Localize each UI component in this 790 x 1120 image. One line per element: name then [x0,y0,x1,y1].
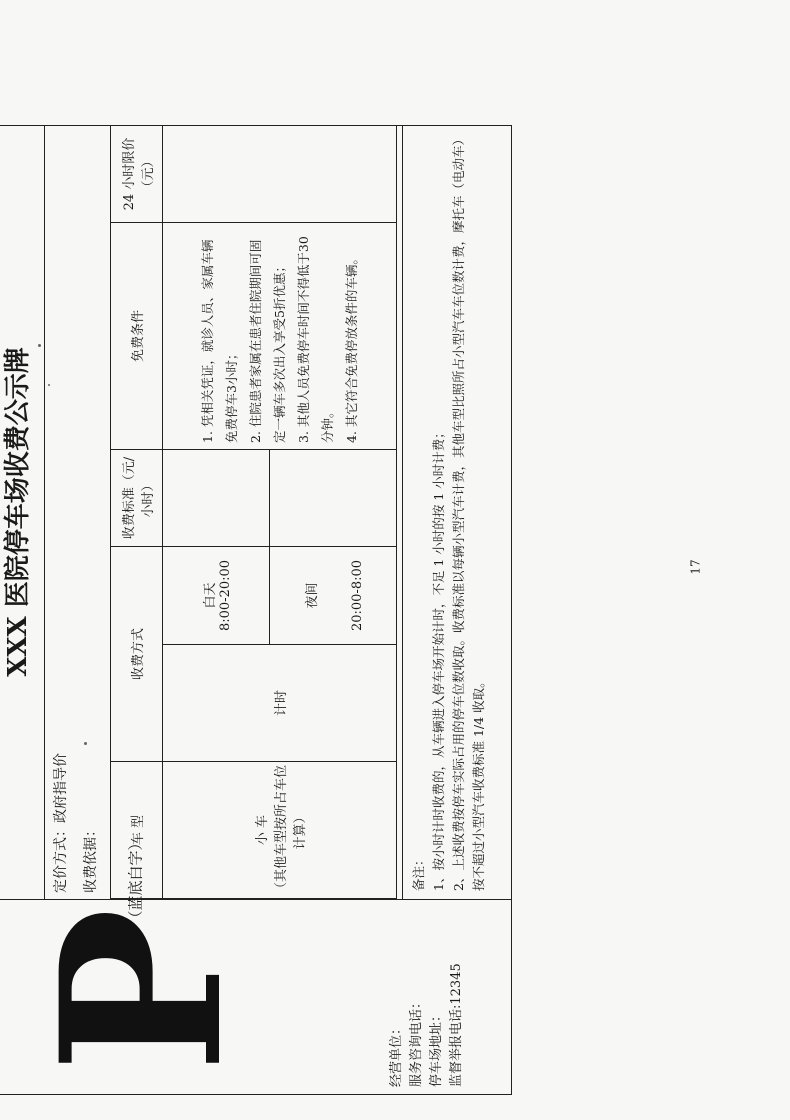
scan-speck [48,384,50,386]
free-condition-1: 1. 凭相关凭证，就诊人员、家属车辆免费停车3小时； [199,239,239,443]
page-number: 17 [688,559,703,575]
night-time: 20:00-8:00 [350,559,365,632]
pricing-info [46,753,106,893]
notes-label: 备注： [411,853,426,891]
pricing-basis: 收费依据： [83,823,99,893]
night-cell [270,547,397,645]
note-1: 1、按小时计时收费的，从车辆进入停车场开始计时，不足 1 小时的按 1 小时计费； [431,426,446,891]
board-title: XXX 医院停车场收费公示牌 [0,125,45,899]
vehicle-line2: （其他车型按所占车位计算） [274,764,308,895]
parking-fee-board [0,125,512,1095]
free-conditions [163,223,397,450]
operator-unit: 经营单位： [389,1021,404,1087]
free-condition-2: 2. 住院患者家属在患者住院期间可固定一辆车多次出入享受5折优惠； [247,239,287,443]
header-standard: 收费标准（元/小时） [111,450,163,547]
day-cell [163,547,270,645]
free-condition-3: 3. 其他人员免费停车时间不得低于30分钟。 [295,236,335,443]
parking-address: 停车场地址： [429,1008,444,1087]
night-label: 夜间 [305,582,320,609]
day-time: 8:00-20:00 [218,559,233,632]
day-label: 白天 [203,582,218,609]
header-method: 收费方式 [111,547,163,762]
night-standard [270,450,397,547]
table-row [163,126,270,899]
header-cap: 24 小时限价（元） [111,126,163,223]
header-vehicle: 车 型 [111,762,163,899]
parking-p-icon [12,907,271,1073]
pricing-method: 定价方式：政府指导价 [53,753,69,893]
report-phone: 监督举报电话:12345 [449,963,464,1087]
fee-table [110,125,397,899]
scan-speck [84,742,87,745]
main-area [0,125,512,899]
vehicle-cell [163,762,397,899]
vehicle-line1: 小 车 [255,814,270,846]
operator-info [387,963,467,1087]
service-phone: 服务咨询电话： [409,995,424,1087]
free-condition-4: 4. 其它符合免费停放条件的车辆。 [343,252,359,443]
day-standard [163,450,270,547]
header-free: 免费条件 [111,223,163,450]
header-note: （蓝底白字） [126,835,145,926]
note-2: 2、上述收费按停车实际占用的停车位数收取。收费标准以每辆小型汽车计费，其他车型比照所占小型汽车车位数计费，摩托车（电动车）按不超过小型汽车收费标准 1/4 收取。 [451,133,486,891]
notes [402,125,512,899]
cap-value [163,126,397,223]
table-header-row [111,126,163,899]
logo-letter: P [12,907,271,1073]
scan-speck [38,344,41,347]
method-cell: 计时 [163,645,397,762]
left-column [0,899,512,1095]
